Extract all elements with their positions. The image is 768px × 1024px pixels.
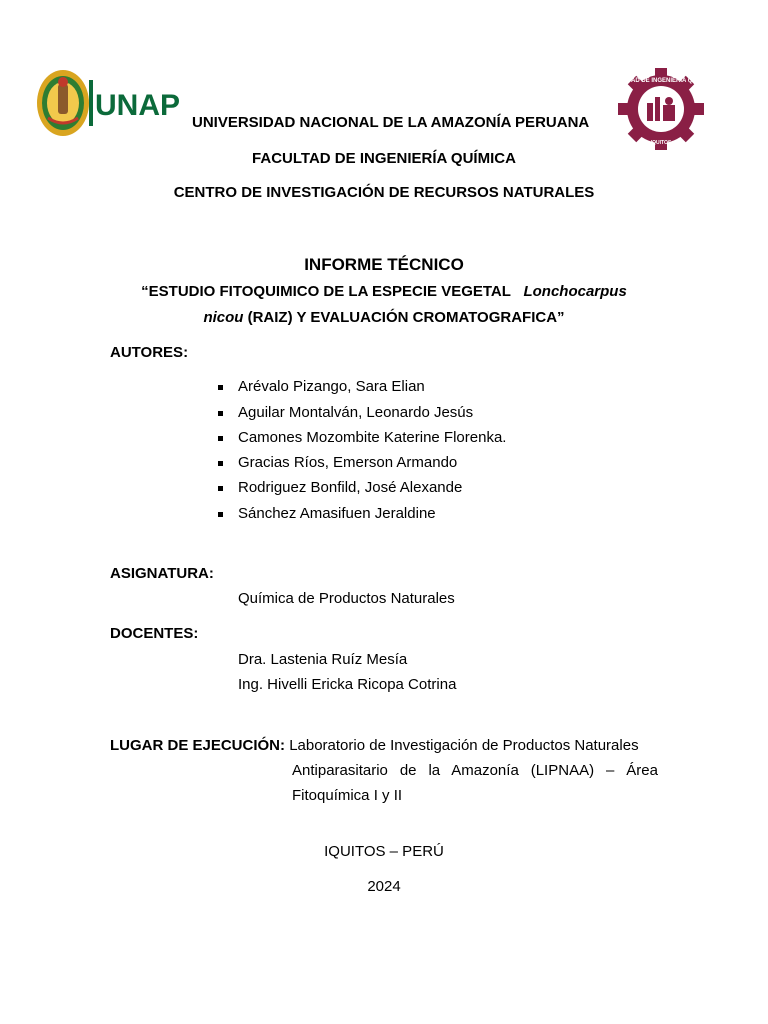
bullet-icon (218, 461, 223, 466)
unap-logo-text: UNAP (95, 89, 181, 122)
report-title-post: (RAIZ) Y EVALUACIÓN CROMATOGRAFICA” (243, 309, 565, 326)
bullet-icon (218, 486, 223, 491)
report-title-line1 (0, 283, 768, 300)
bullet-icon (218, 411, 223, 416)
fiq-logo-text-top: FACULTAD DE INGENIERÍA QUÍMICA (608, 78, 714, 84)
author-name: Aguilar Montalván, Leonardo Jesús (238, 404, 474, 421)
svg-text:IQUITOS (651, 140, 672, 146)
fiq-logo-text-bottom: IQUITOS (650, 140, 672, 146)
subject-value: Química de Productos Naturales (238, 590, 455, 607)
author-name: Rodriguez Bonfild, José Alexande (238, 479, 463, 496)
author-name: Gracias Ríos, Emerson Armando (238, 454, 458, 471)
city: IQUITOS – PERÚ (324, 843, 444, 860)
author-name: Arévalo Pizango, Sara Elian (238, 378, 425, 395)
university-name: UNIVERSIDAD NACIONAL DE LA AMAZONÍA PERUANA (192, 114, 590, 131)
report-title-line2 (0, 309, 768, 326)
species-genus: Lonchocarpus (523, 283, 627, 300)
bullet-icon (218, 385, 223, 390)
species-epithet: nicou (203, 309, 244, 326)
bullet-icon (218, 436, 223, 441)
svg-text:FACULTAD DE INGENIERÍA QUÍMICA (608, 76, 714, 84)
report-type: INFORME TÉCNICO (304, 255, 464, 274)
subject-label: ASIGNATURA: (110, 565, 214, 582)
author-name: Camones Mozombite Katerine Florenka. (238, 429, 507, 446)
year: 2024 (367, 878, 401, 895)
location-rest: Antiparasitario de la Amazonía (LIPNAA) – Área Fitoquímica I y II (292, 762, 658, 804)
location-label: LUGAR DE EJECUCIÓN: (110, 737, 286, 754)
unap-logo (36, 68, 181, 138)
report-title-pre: “ESTUDIO FITOQUIMICO DE LA ESPECIE VEGETAL (141, 283, 511, 300)
authors-label: AUTORES: (110, 344, 189, 361)
faculty-name: FACULTAD DE INGENIERÍA QUÍMICA (252, 150, 516, 167)
fiq-logo (608, 68, 714, 150)
bullet-icon (218, 512, 223, 517)
location-block (110, 733, 658, 804)
teacher-name: Dra. Lastenia Ruíz Mesía (238, 651, 408, 668)
location-line1: Laboratorio de Investigación de Productos Naturales (289, 737, 639, 754)
author-name: Sánchez Amasifuen Jeraldine (238, 505, 436, 522)
teachers-label: DOCENTES: (110, 625, 199, 642)
research-center-name: CENTRO DE INVESTIGACIÓN DE RECURSOS NATURALES (173, 184, 595, 201)
teacher-name: Ing. Hivelli Ericka Ricopa Cotrina (238, 676, 457, 693)
